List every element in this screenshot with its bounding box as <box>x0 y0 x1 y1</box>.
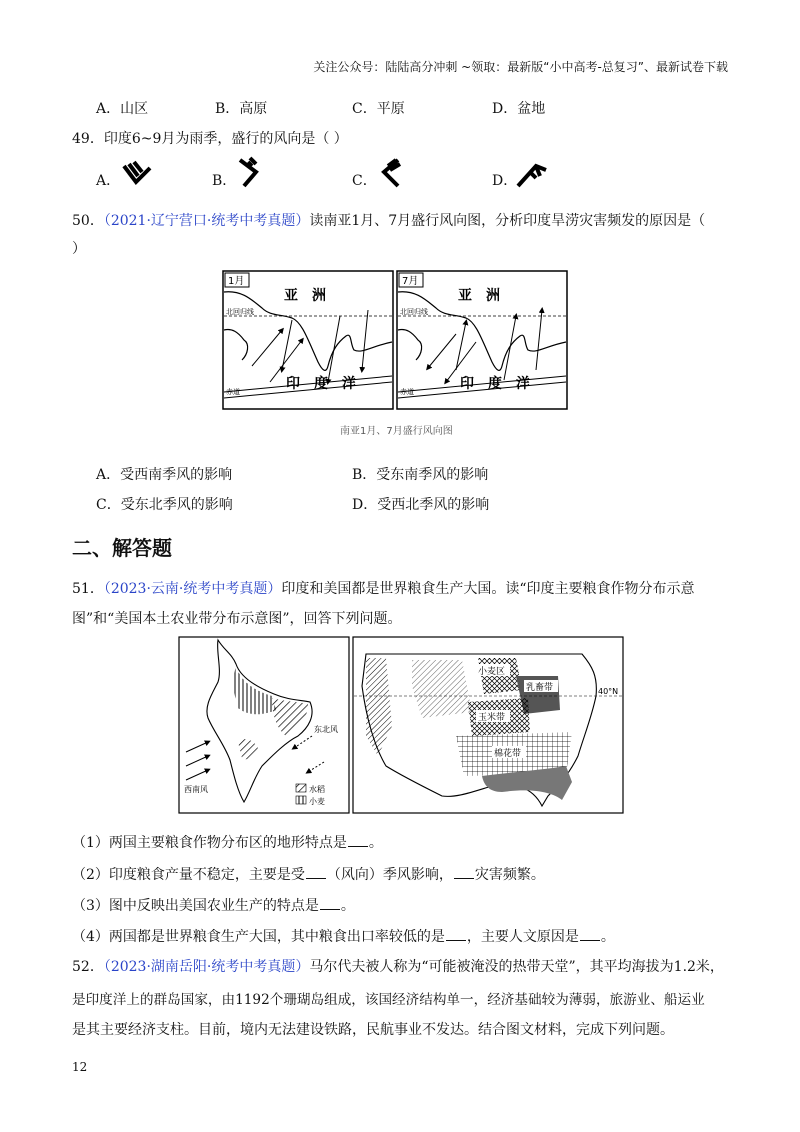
wind-symbol-d-icon <box>514 158 550 190</box>
jan-map-ocean: 印 度 洋 <box>286 376 356 392</box>
jan-map-month: 1月 <box>228 276 245 287</box>
india-legend-wheat: 小麦 <box>309 797 325 806</box>
q52-line1 <box>72 956 724 976</box>
answer-blank <box>580 928 600 941</box>
map-south-asia-january <box>222 270 394 410</box>
wind-symbol-b-icon <box>236 156 266 192</box>
q50-number: 50． <box>72 213 104 229</box>
q51-source: （2023·云南·统考中考真题） <box>103 581 282 597</box>
q50-figure-caption: 南亚1月、7月盛行风向图 <box>340 426 453 437</box>
jan-map-asia: 亚 洲 <box>284 288 326 304</box>
q51-sub3-prefix: （3）图中反映出美国农业生产的特点是 <box>72 898 319 914</box>
q50-option-c: C．受东北季风的影响 <box>96 497 233 513</box>
q51-number: 51． <box>72 581 104 597</box>
q49-option-a: A． <box>96 173 121 189</box>
wind-symbol-a-icon <box>120 158 154 190</box>
q50-source: （2021·辽宁营口·统考中考真题） <box>103 213 310 229</box>
q51-stem1: 印度和美国都是世界粮食生产大国。读“印度主要粮食作物分布示意 <box>281 581 695 597</box>
q51-sub2-prefix: （2）印度粮食产量不稳定，主要是受 <box>72 867 305 883</box>
q51-sub2 <box>72 864 545 884</box>
q50-stem <box>72 210 705 230</box>
us-map-cotton-belt: 棉花带 <box>494 749 522 759</box>
us-map-latitude: 40°N <box>598 687 619 696</box>
q51-sub3 <box>72 895 355 915</box>
q51-sub1 <box>72 832 383 852</box>
q50-stem-end: ） <box>72 241 86 257</box>
q50-stem-text: 读南亚1月、7月盛行风向图，分析印度旱涝灾害频发的原因是（ <box>309 213 706 229</box>
q49-option-d: D． <box>492 173 518 189</box>
section-title: 二、解答题 <box>72 536 172 560</box>
q48-option-c: C．平原 <box>352 101 405 117</box>
jul-map-tropic: 北回归线 <box>400 308 428 316</box>
q52-line3: 是其主要经济支柱。目前，境内无法建设铁路，民航事业不发达。结合图文材料，完成下列问题。 <box>72 1022 674 1038</box>
map-south-asia-july <box>396 270 568 410</box>
us-map-corn-belt: 玉米带 <box>478 713 506 723</box>
q51-sub4-mid: ，主要人文原因是 <box>466 929 579 945</box>
answer-blank <box>348 834 368 847</box>
jul-map-ocean: 印 度 洋 <box>460 376 530 392</box>
answer-blank <box>454 866 474 879</box>
jul-map-asia: 亚 洲 <box>458 288 500 304</box>
q49-option-b: B． <box>212 173 237 189</box>
q52-line1-text: 马尔代夫被人称为“可能被淹没的热带天堂”，其平均海拔为1.2米， <box>309 959 724 975</box>
jul-map-month: 7月 <box>402 276 419 287</box>
q51-sub1-suffix: 。 <box>368 835 383 851</box>
q51-stem-line2: 图”和“美国本土农业带分布示意图”，回答下列问题。 <box>72 611 402 627</box>
page-number: 12 <box>72 1060 88 1074</box>
map-india-crops <box>178 636 350 814</box>
q52-line2: 是印度洋上的群岛国家，由1192个珊瑚岛组成，该国经济结构单一，经济基础较为薄弱，旅游业、船运业 <box>72 992 705 1008</box>
jul-map-equator: 赤道 <box>400 388 414 396</box>
q51-sub4-suffix: 。 <box>600 929 615 945</box>
q48-option-b: B．高原 <box>215 101 268 117</box>
map-us-agriculture-belts <box>352 636 624 814</box>
q50-option-d: D．受西北季风的影响 <box>352 497 490 513</box>
q48-option-d: D．盆地 <box>492 101 546 117</box>
q52-number: 52． <box>72 959 104 975</box>
q51-sub2-mid: （风向）季风影响， <box>326 867 453 883</box>
wind-symbol-c-icon <box>376 156 406 192</box>
q52-source: （2023·湖南岳阳·统考中考真题） <box>103 959 310 975</box>
india-map-northeast-wind: 东北风 <box>314 725 338 734</box>
us-map-wheat-belt: 小麦区 <box>478 667 506 677</box>
q49-stem: 49．印度6~9月为雨季，盛行的风向是（ ） <box>72 131 348 147</box>
answer-blank <box>446 928 466 941</box>
jan-map-tropic: 北回归线 <box>226 308 254 316</box>
q51-sub4-prefix: （4）两国都是世界粮食生产大国，其中粮食出口率较低的是 <box>72 929 445 945</box>
q51-sub1-prefix: （1）两国主要粮食作物分布区的地形特点是 <box>72 835 347 851</box>
answer-blank <box>306 866 326 879</box>
q51-stem-line1 <box>72 578 695 598</box>
page-header: 关注公众号：陆陆高分冲刺 ~领取：最新版“小中高考-总复习”、最新试卷下载 <box>313 60 728 74</box>
jan-map-equator: 赤道 <box>226 388 240 396</box>
q50-option-b: B．受东南季风的影响 <box>352 467 489 483</box>
q49-option-c: C． <box>352 173 377 189</box>
us-map-dairy-belt: 乳畜带 <box>526 683 554 693</box>
q51-sub4 <box>72 926 615 946</box>
q50-option-a: A．受西南季风的影响 <box>96 467 233 483</box>
india-legend-rice: 水稻 <box>309 785 325 794</box>
answer-blank <box>320 897 340 910</box>
india-map-southwest-wind: 西南风 <box>184 785 208 794</box>
q48-option-a: A．山区 <box>96 101 149 117</box>
q51-sub2-suffix: 灾害频繁。 <box>474 867 545 883</box>
q51-sub3-suffix: 。 <box>340 898 355 914</box>
